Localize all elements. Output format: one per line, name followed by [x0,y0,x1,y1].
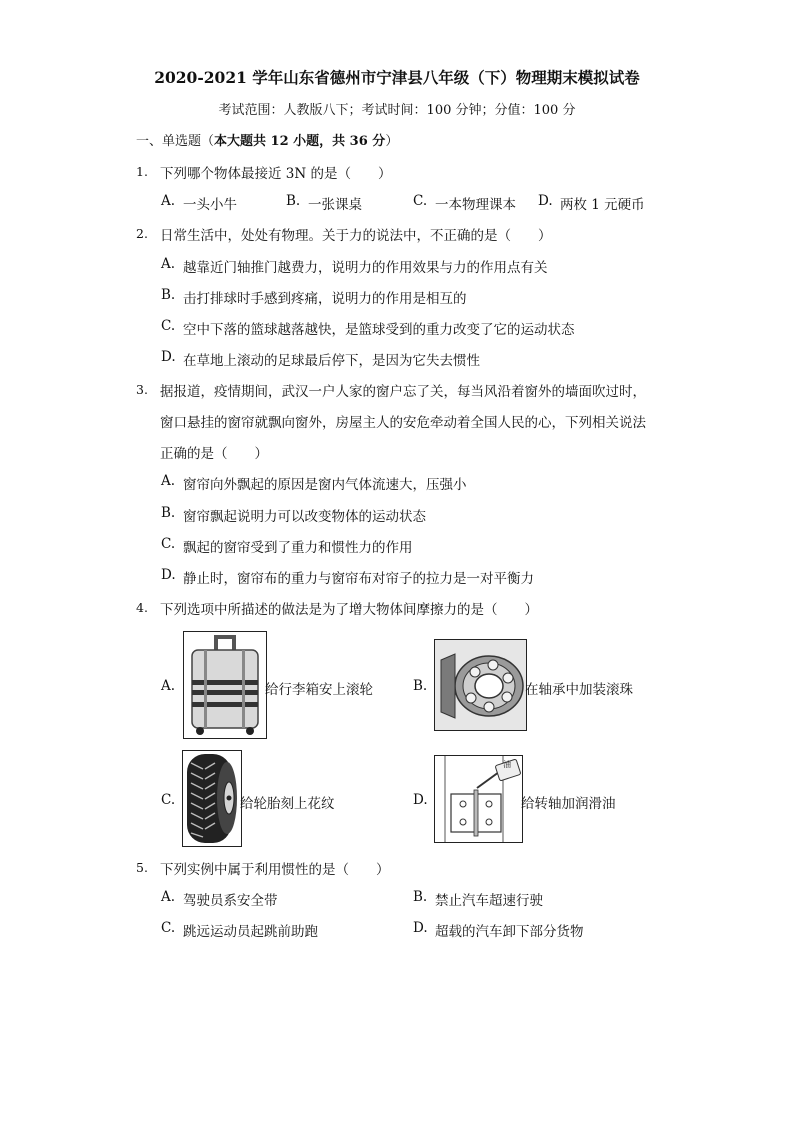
question-text-line-1: 据报道，疫情期间，武汉一户人家的窗户忘了关，每当风沿着窗外的墙面吹过时， [160,384,646,400]
option-label: B. [413,889,428,905]
question-number: 4. [136,600,148,615]
question-text: 日常生活中，处处有物理。关于力的说法中，不正确的是（ ） [160,228,552,244]
exam-title: 2020-2021 学年山东省德州市宁津县八年级（下）物理期末模拟试卷 [154,68,640,87]
option-text: 给转轴加润滑油 [521,796,616,812]
option-label: A. [161,256,176,272]
option-label: A. [161,678,176,694]
question-number: 5. [136,860,148,875]
option-label: C. [161,792,176,808]
oil-hinge-icon [434,755,523,843]
oil-can-label: 油 [503,760,511,769]
option-label: D. [413,792,428,808]
option-text: 空中下落的篮球越落越快，是篮球受到的重力改变了它的运动状态 [183,322,575,338]
option-label: D. [413,920,428,936]
question-number: 3. [136,382,148,397]
option-text: 驾驶员系安全带 [183,893,278,909]
option-text: 在轴承中加装滚珠 [525,682,633,698]
option-label: B. [286,193,301,209]
question-number: 2. [136,226,148,241]
question-number: 1. [136,164,148,179]
option-text: 一张课桌 [308,197,362,213]
section-heading [136,130,398,149]
option-label: B. [161,287,176,303]
option-label: D. [538,193,553,209]
ball-bearing-icon [434,639,527,731]
option-label: C. [413,193,428,209]
option-text: 两枚 1 元硬币 [560,197,645,213]
tire-icon [182,750,242,847]
option-text: 一本物理课本 [435,197,516,213]
option-label: C. [161,920,176,936]
question-text: 下列选项中所描述的做法是为了增大物体间摩擦力的是（ ） [160,602,538,618]
option-label: D. [161,567,176,583]
option-text: 给轮胎刻上花纹 [240,796,335,812]
suitcase-icon [183,631,267,739]
option-label: A. [161,889,176,905]
option-label: C. [161,318,176,334]
option-text: 在草地上滚动的足球最后停下，是因为它失去惯性 [183,353,480,369]
question-text-line-2: 窗口悬挂的窗帘就飘向窗外，房屋主人的安危牵动着全国人民的心，下列相关说法 [160,415,646,431]
option-text: 给行李箱安上滚轮 [265,682,373,698]
option-text: 超载的汽车卸下部分货物 [435,924,584,940]
question-text: 下列哪个物体最接近 3N 的是（ ） [160,166,392,182]
option-text: 窗帘飘起说明力可以改变物体的运动状态 [183,509,426,525]
section-detail: 本大题共 12 小题，共 36 分 [214,134,386,149]
exam-subtitle: 考试范围：人教版八下；考试时间：100 分钟；分值：100 分 [218,103,576,118]
option-text: 越靠近门轴推门越费力，说明力的作用效果与力的作用点有关 [183,260,548,276]
option-label: B. [413,678,428,694]
option-text: 一头小牛 [183,197,237,213]
option-label: C. [161,536,176,552]
option-label: A. [161,193,176,209]
question-text-line-3: 正确的是（ ） [160,446,268,462]
section-prefix: 一、单选题（ [136,134,215,149]
option-text: 飘起的窗帘受到了重力和惯性力的作用 [183,540,413,556]
option-label: B. [161,505,176,521]
option-text: 窗帘向外飘起的原因是窗内气体流速大，压强小 [183,477,467,493]
option-label: A. [161,473,176,489]
suitcase-drawing [184,632,266,738]
option-text: 静止时，窗帘布的重力与窗帘布对帘子的拉力是一对平衡力 [183,571,534,587]
option-text: 禁止汽车超速行驶 [435,893,543,909]
option-label: D. [161,349,176,365]
ball-bearing-drawing [435,640,526,730]
option-text: 击打排球时手感到疼痛，说明力的作用是相互的 [183,291,467,307]
option-text: 跳远运动员起跳前助跑 [183,924,318,940]
question-text: 下列实例中属于利用惯性的是（ ） [160,862,390,878]
section-suffix: ） [385,134,399,149]
tire-drawing [183,751,241,846]
